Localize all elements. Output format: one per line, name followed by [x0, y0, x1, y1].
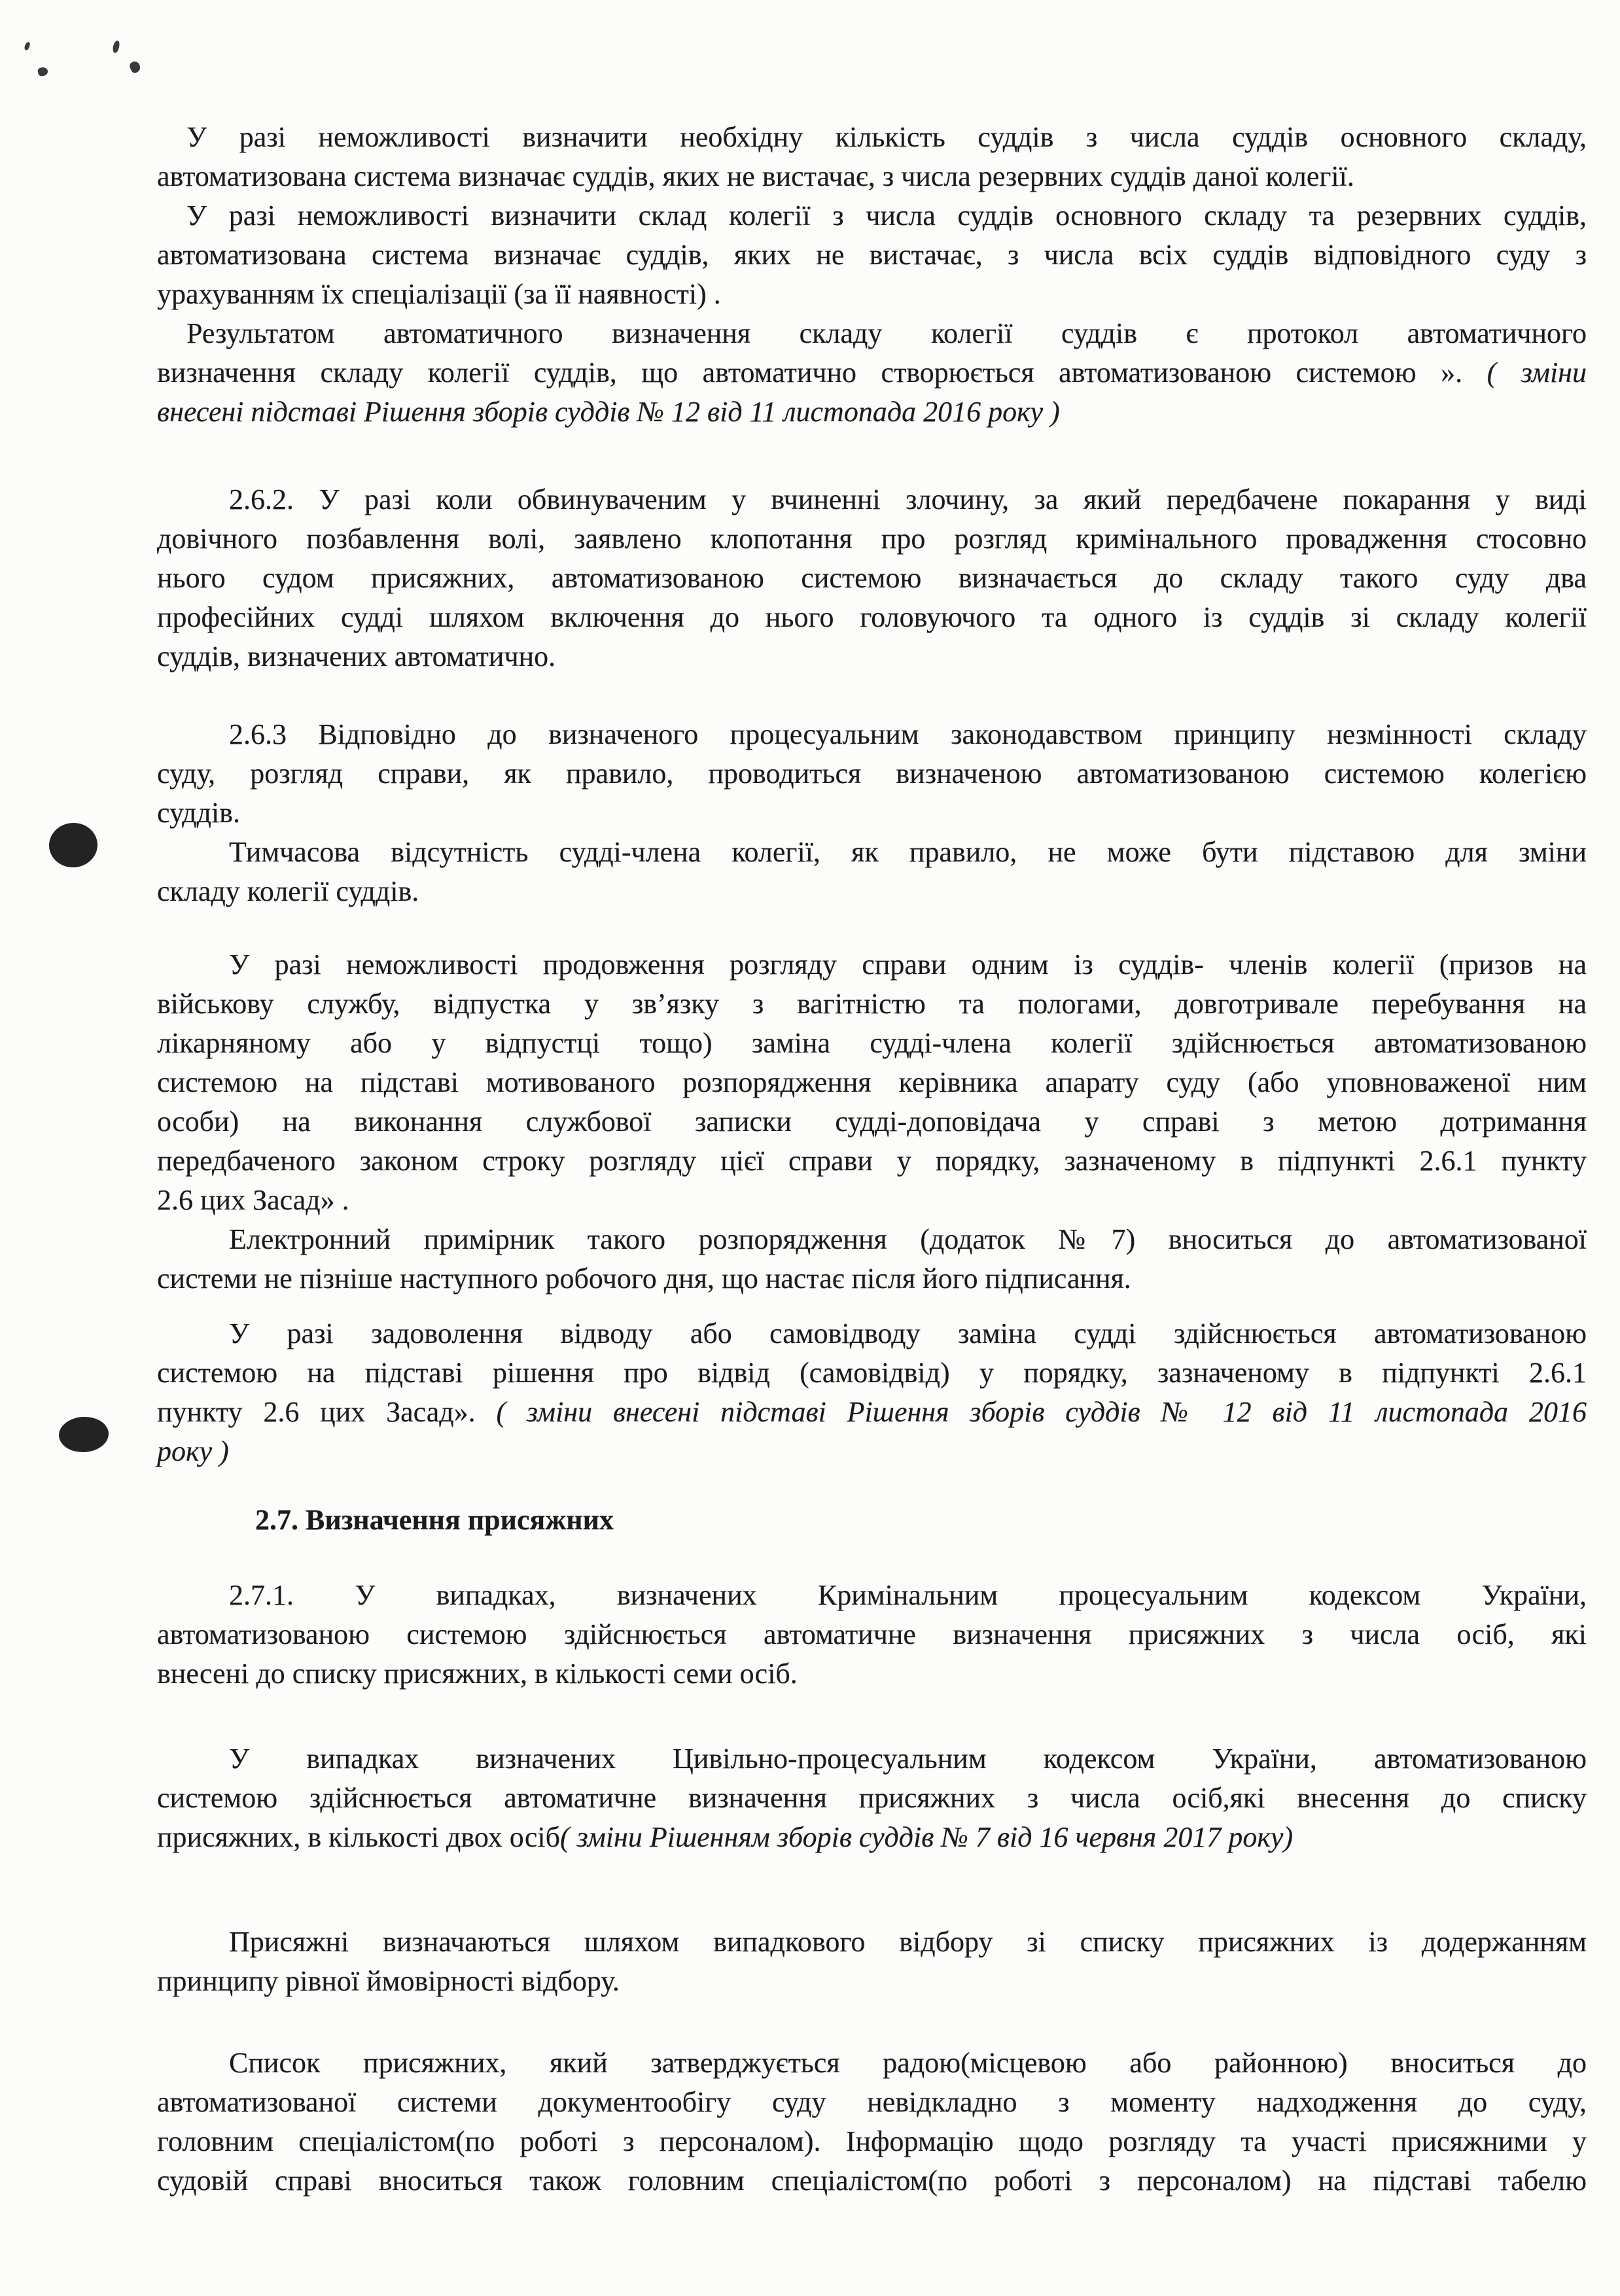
text-line — [157, 1654, 1587, 1694]
body-text: суддів, визначених автоматично. — [157, 640, 556, 672]
text-line — [157, 1501, 1587, 1540]
text-line — [157, 235, 1587, 275]
text-line — [157, 353, 1587, 392]
text-line — [157, 1393, 1587, 1432]
section-heading — [157, 1501, 1587, 1540]
text-line — [157, 2044, 1587, 2083]
body-text: урахуванням їх спеціалізації (за її наявності) . — [157, 278, 721, 310]
paragraph-8 — [157, 1220, 1587, 1298]
body-text: присяжних, в кількості двох осіб — [157, 1821, 560, 1853]
paragraph-3 — [157, 314, 1587, 432]
body-text: автоматизована система визначає суддів, яких не вистачає, з числа резервних суддів даної колегії. — [157, 160, 1354, 192]
body-text: У разі неможливості продовження розгляду справи одним із суддів- членів колегії (призов на — [229, 948, 1587, 981]
text-line — [157, 2122, 1587, 2161]
text-line — [157, 1576, 1587, 1615]
body-text: суду, розгляд справи, як правило, проводиться визначеною автоматизованою системою колегією — [157, 757, 1587, 790]
text-line — [157, 945, 1587, 984]
amendment-note-italic: внесені підставі Рішення зборів суддів № 12 від 11 листопада 2016 року ) — [157, 396, 1060, 428]
text-line — [157, 118, 1587, 157]
body-text: системи не пізніше наступного робочого дня, що настає після його підписання. — [157, 1262, 1131, 1295]
body-text: особи) на виконання службової записки судді-доповідача у справі з метою дотримання — [157, 1105, 1587, 1138]
body-text: Присяжні визначаються шляхом випадкового відбору зі списку присяжних із додержанням — [229, 1926, 1587, 1958]
hole-punch-mark — [48, 822, 99, 869]
amendment-note-italic: ( зміни — [1487, 357, 1587, 389]
body-text: системою здійснюється автоматичне визначення присяжних з числа осіб,які внесення до списку — [157, 1782, 1587, 1814]
paragraph-13 — [157, 1922, 1587, 2001]
paragraph-2 — [157, 196, 1587, 314]
text-line — [157, 157, 1587, 196]
text-line — [157, 1353, 1587, 1393]
hole-punch-mark — [58, 1416, 110, 1453]
body-text: У разі неможливості визначити необхідну кількість суддів з числа суддів основного складу, — [186, 121, 1587, 153]
paragraph-1 — [157, 118, 1587, 196]
document-body — [157, 118, 1587, 2200]
text-line — [157, 1615, 1587, 1654]
ink-speck — [37, 67, 48, 77]
text-line — [157, 1922, 1587, 1962]
text-line — [157, 196, 1587, 235]
text-line — [157, 559, 1587, 598]
amendment-note-italic: ( зміни внесені підставі Рішення зборів суддів № 12 від 11 листопада 2016 — [496, 1396, 1587, 1428]
body-text: Результатом автоматичного визначення складу колегії суддів є протокол автоматичного — [186, 317, 1587, 349]
body-text: складу колегії суддів. — [157, 875, 419, 907]
body-text: військову службу, відпустка у зв’язку з вагітністю та пологами, довготривале перебування на — [157, 988, 1587, 1020]
body-text: Тимчасова відсутність судді-члена колегії, як правило, не може бути підставою для зміни — [229, 836, 1587, 868]
text-line — [157, 2083, 1587, 2122]
body-text: судовій справі вноситься також головним спеціалістом(по роботі з персоналом) на підставі табелю — [157, 2165, 1587, 2197]
text-line — [157, 754, 1587, 793]
body-text: У разі неможливості визначити склад колегії з числа суддів основного складу та резервних суддів, — [186, 200, 1587, 232]
text-line — [157, 1063, 1587, 1102]
body-text: автоматизована система визначає суддів, яких не вистачає, з числа всіх суддів відповідного суду з — [157, 239, 1587, 271]
body-text: довічного позбавлення волі, заявлено клопотання про розгляд кримінального провадження стосовно — [157, 523, 1587, 555]
text-line — [157, 637, 1587, 676]
text-line — [157, 1181, 1587, 1220]
paragraph-4 — [157, 480, 1587, 676]
amendment-note-italic: року ) — [157, 1435, 229, 1467]
body-text: визначення складу колегії суддів, що автоматично створюється автоматизованою системою ». — [157, 357, 1487, 389]
text-line — [157, 1024, 1587, 1063]
body-text: 2.6.2. У разі коли обвинуваченим у вчиненні злочину, за який передбачене покарання у виді — [229, 483, 1587, 515]
body-text: внесені до списку присяжних, в кількості семи осіб. — [157, 1658, 798, 1690]
body-text: пункту 2.6 цих Засад». — [157, 1396, 497, 1428]
body-text: системою на підставі рішення про відвід (самовідвід) у порядку, зазначеному в підпункті 2.6.1 — [157, 1357, 1587, 1389]
text-line — [157, 1779, 1587, 1818]
paragraph-14 — [157, 2044, 1587, 2200]
text-line — [157, 1259, 1587, 1298]
text-line — [157, 872, 1587, 911]
text-line — [157, 1818, 1587, 1857]
paragraph-12 — [157, 1739, 1587, 1857]
body-text: системою на підставі мотивованого розпорядження керівника апарату суду (або уповноваженої ним — [157, 1066, 1587, 1098]
text-line — [157, 1739, 1587, 1779]
body-text: 2.6.3 Відповідно до визначеного процесуальним законодавством принципу незмінності складу — [229, 718, 1587, 750]
body-text: У випадках визначених Цивільно-процесуальним кодексом України, автоматизованою — [229, 1743, 1587, 1775]
ink-speck — [24, 41, 31, 51]
body-text: Електронний примірник такого розпорядження (додаток №7) вноситься до автоматизованої — [229, 1223, 1587, 1255]
body-text: 2.6 цих Засад» . — [157, 1184, 349, 1216]
text-line — [157, 1432, 1587, 1471]
paragraph-5 — [157, 715, 1587, 833]
body-text: принципу рівної ймовірності відбору. — [157, 1965, 620, 1997]
body-text: У разі задоволення відводу або самовідводу заміна судді здійснюється автоматизованою — [229, 1317, 1587, 1349]
body-text: головним спеціалістом(по роботі з персоналом). Інформацію щодо розгляду та участі присяжними у — [157, 2125, 1587, 2157]
amendment-note-italic: ( зміни Рішенням зборів суддів № 7 від 16 червня 2017 року) — [559, 1821, 1294, 1853]
body-text: нього судом присяжних, автоматизованою системою визначається до складу такого суду два — [157, 562, 1587, 594]
body-text: 2.7.1. У випадках, визначених Кримінальним процесуальним кодексом України, — [229, 1579, 1587, 1611]
text-line — [157, 2161, 1587, 2200]
body-text: автоматизованої системи документообігу суду невідкладно з моменту надходження до суду, — [157, 2086, 1587, 2118]
body-text: суддів. — [157, 797, 240, 829]
text-line — [157, 519, 1587, 559]
text-line — [157, 793, 1587, 833]
text-line — [157, 480, 1587, 519]
text-line — [157, 598, 1587, 637]
text-line — [157, 314, 1587, 353]
text-line — [157, 1141, 1587, 1181]
body-text: лікарняному або у відпустці тощо) заміна судді-члена колегії здійснюється автоматизованою — [157, 1027, 1587, 1059]
paragraph-6 — [157, 833, 1587, 911]
text-line — [157, 715, 1587, 754]
paragraph-9 — [157, 1314, 1587, 1471]
body-text: професійних судді шляхом включення до нього головуючого та одного із суддів зі складу колегії — [157, 601, 1587, 633]
ink-speck — [128, 60, 142, 75]
text-line — [157, 833, 1587, 872]
text-line — [157, 392, 1587, 432]
body-text: 2.7. Визначення присяжних — [255, 1504, 614, 1536]
text-line — [157, 1314, 1587, 1353]
ink-speck — [112, 40, 120, 53]
text-line — [157, 1962, 1587, 2001]
text-line — [157, 275, 1587, 314]
text-line — [157, 984, 1587, 1024]
body-text: автоматизованою системою здійснюється автоматичне визначення присяжних з числа осіб, які — [157, 1618, 1587, 1650]
body-text: Список присяжних, який затверджується радою(місцевою або районною) вноситься до — [229, 2047, 1587, 2079]
paragraph-11 — [157, 1576, 1587, 1694]
paragraph-7 — [157, 945, 1587, 1220]
body-text: передбаченого законом строку розгляду цієї справи у порядку, зазначеному в підпункті 2.6.1 пункту — [157, 1145, 1587, 1177]
text-line — [157, 1220, 1587, 1259]
text-line — [157, 1102, 1587, 1141]
